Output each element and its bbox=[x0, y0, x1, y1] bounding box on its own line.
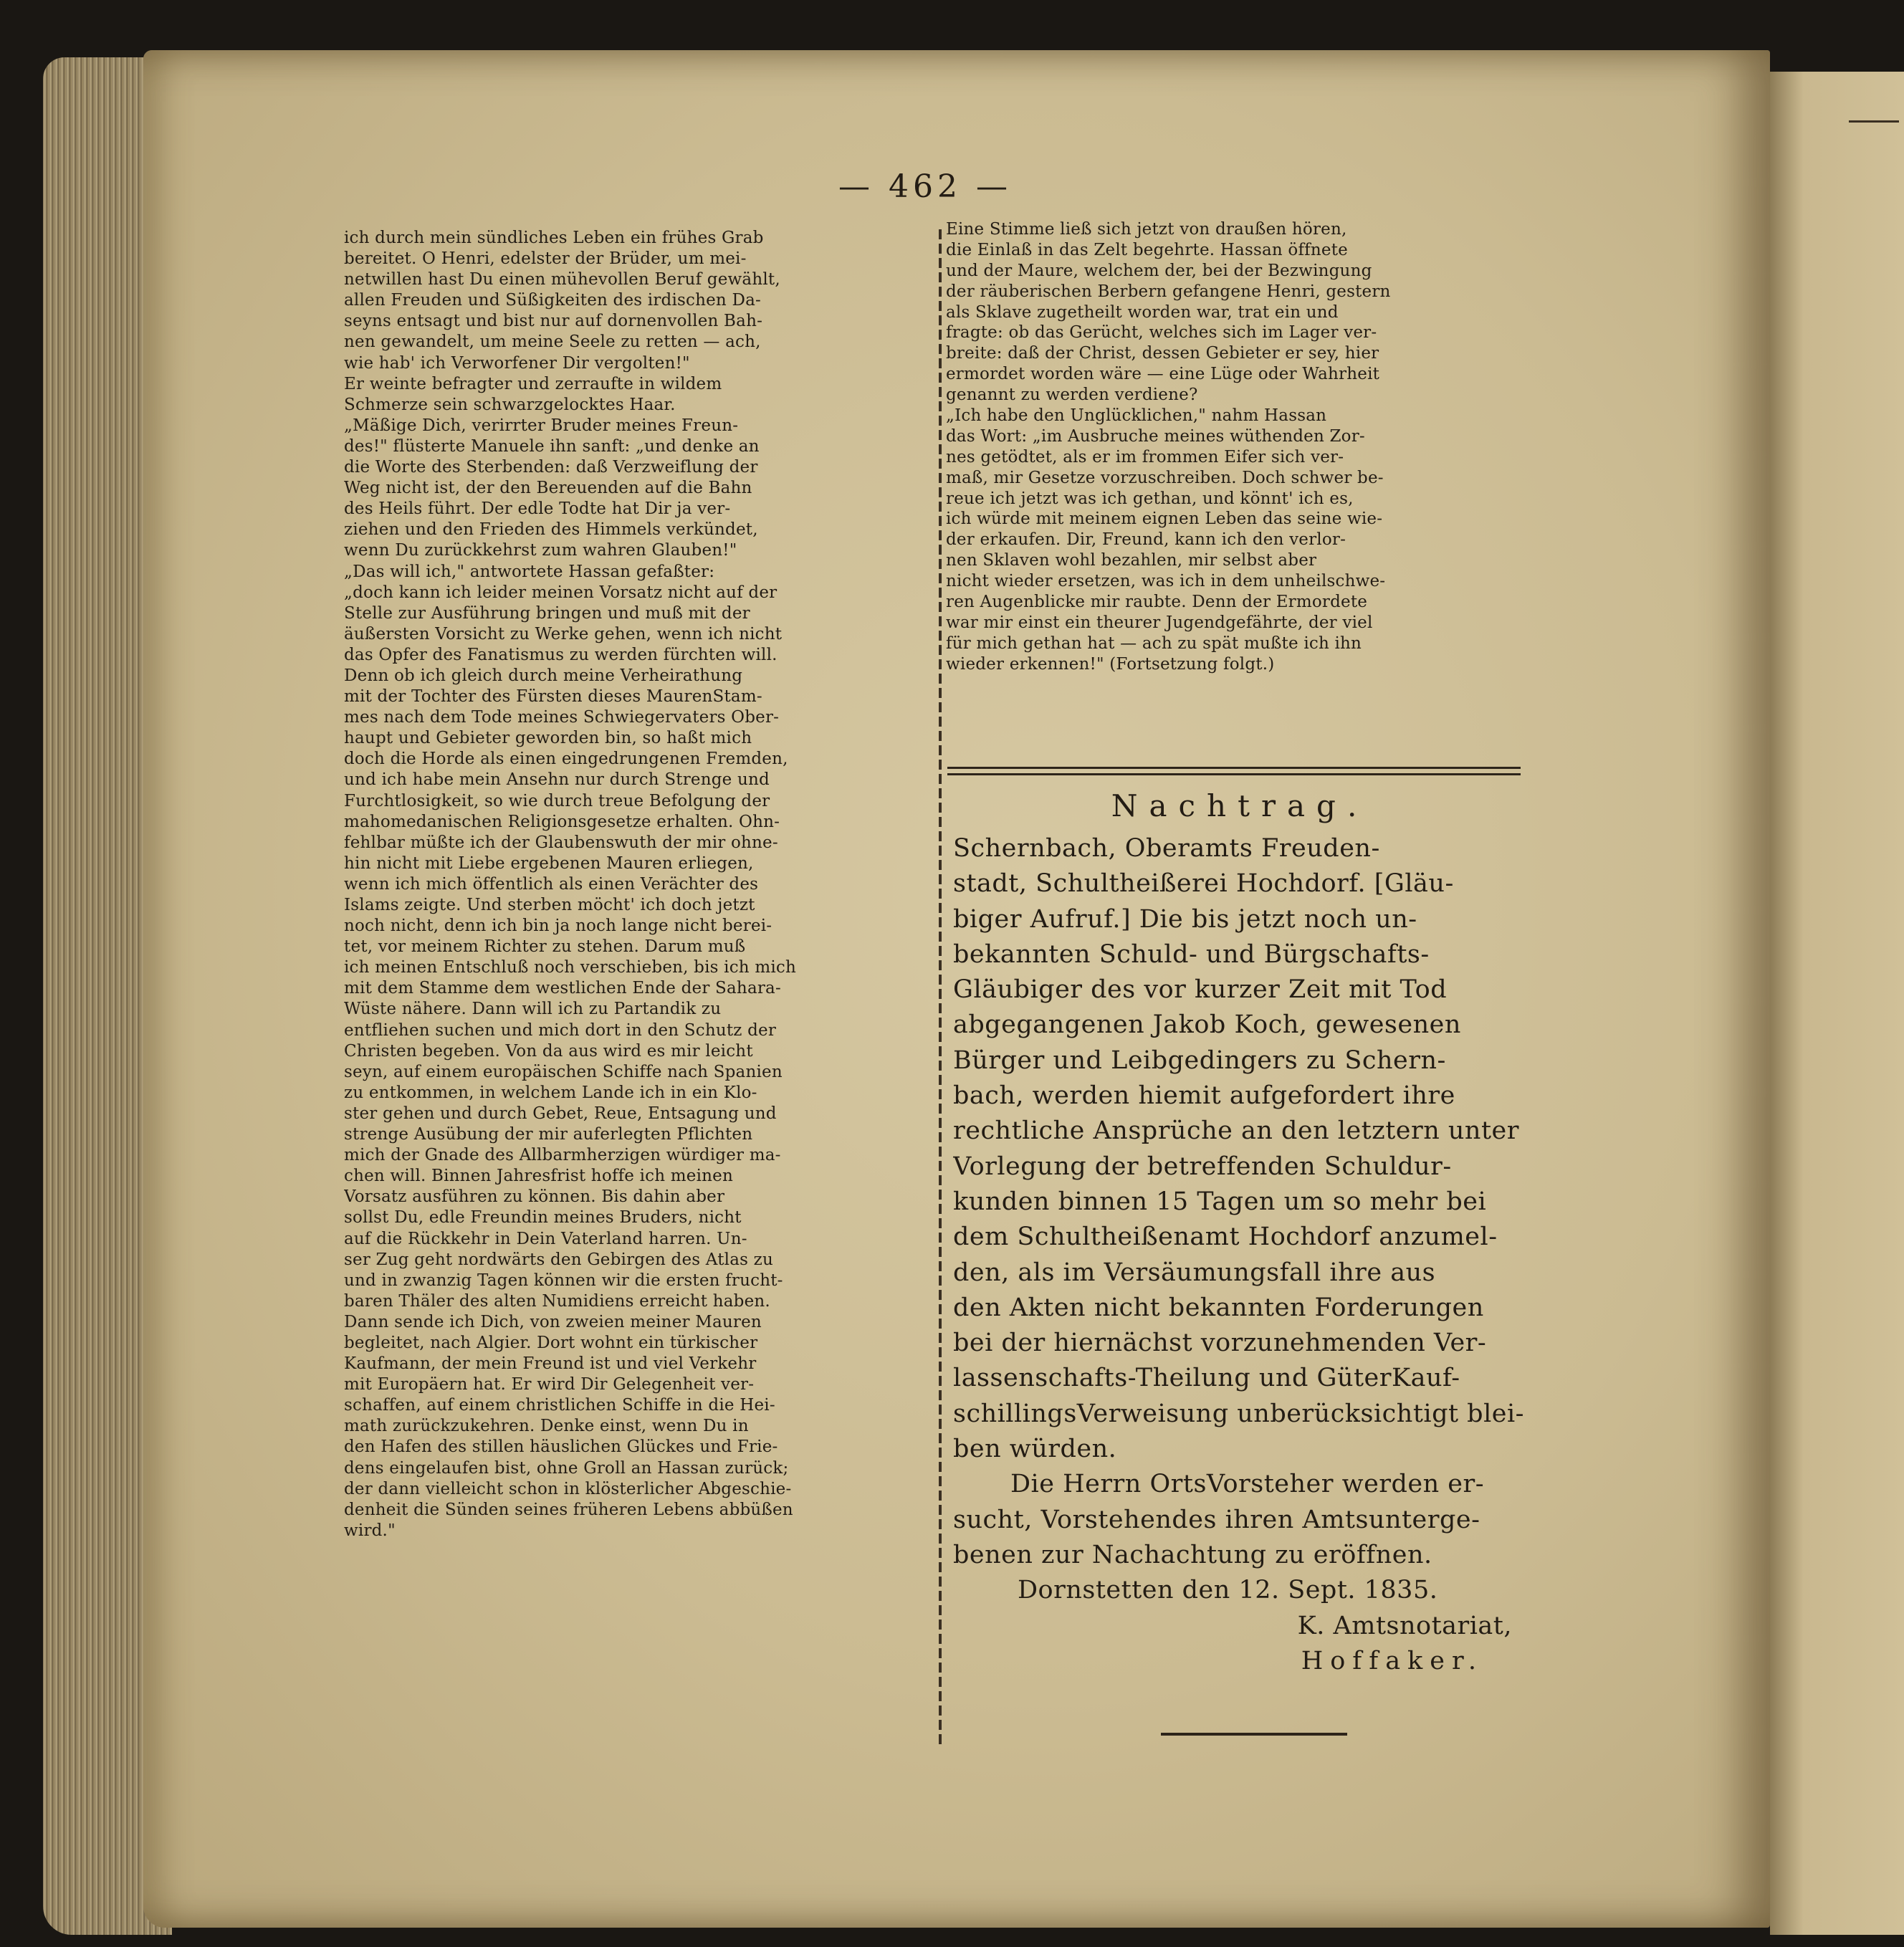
end-rule bbox=[1161, 1733, 1347, 1736]
text-line: wenn Du zurückkehrst zum wahren Glauben!" bbox=[344, 541, 737, 560]
text-line: baren Thäler des alten Numidiens erreicht haben. bbox=[344, 1291, 770, 1311]
text-line: lassenschafts-Theilung und GüterKauf- bbox=[953, 1364, 1460, 1393]
text-line: bereitet. O Henri, edelster der Brüder, um mei- bbox=[344, 249, 747, 269]
text-line: doch die Horde als einen eingedrungenen Fremden, bbox=[344, 750, 788, 769]
text-line: Kaufmann, der mein Freund ist und viel Verkehr bbox=[344, 1354, 757, 1374]
text-line: fehlbar müßte ich der Glaubenswuth der mir ohne- bbox=[344, 833, 778, 852]
text-line: rechtliche Ansprüche an den letztern unter bbox=[953, 1116, 1519, 1146]
text-line: den, als im Versäumungsfall ihre aus bbox=[953, 1258, 1436, 1287]
text-line: zu entkommen, in welchem Lande ich in ein Klo- bbox=[344, 1083, 757, 1102]
text-line: bach, werden hiemit aufgefordert ihre bbox=[953, 1081, 1455, 1111]
text-line: Er weinte befragter und zerraufte in wildem bbox=[344, 374, 722, 393]
text-line: kunden binnen 15 Tagen um so mehr bei bbox=[953, 1187, 1487, 1216]
text-line: biger Aufruf.] Die bis jetzt noch un- bbox=[953, 904, 1417, 934]
text-line: fragte: ob das Gerücht, welches sich im Lager ver- bbox=[946, 323, 1377, 343]
text-line: der dann vielleicht schon in klösterlicher Abgeschie- bbox=[344, 1479, 792, 1498]
text-line: war mir einst ein theurer Jugendgefährte, der viel bbox=[946, 613, 1373, 632]
text-line: Vorlegung der betreffenden Schuldur- bbox=[953, 1152, 1452, 1181]
text-line: Vorsatz ausführen zu können. Bis dahin aber bbox=[344, 1187, 725, 1207]
text-line: für mich gethan hat — ach zu spät mußte ich ihn bbox=[946, 633, 1362, 653]
text-line: math zurückzukehren. Denke einst, wenn Du in bbox=[344, 1417, 749, 1436]
text-line: genannt zu werden verdiene? bbox=[946, 386, 1198, 405]
text-line: bei der hiernächst vorzunehmenden Ver- bbox=[953, 1329, 1487, 1358]
text-line: dem Schultheißenamt Hochdorf anzumel- bbox=[953, 1223, 1498, 1252]
text-line: Bürger und Leibgedingers zu Schern- bbox=[953, 1046, 1446, 1075]
text-line: und in zwanzig Tagen können wir die ersten frucht- bbox=[344, 1271, 783, 1290]
text-line: Die Herrn OrtsVorsteher werden er- bbox=[1010, 1470, 1485, 1499]
text-line: auf die Rückkehr in Dein Vaterland harren. Un- bbox=[344, 1229, 747, 1248]
text-line: Christen begeben. Von da aus wird es mir leicht bbox=[344, 1041, 753, 1061]
text-line: als Sklave zugetheilt worden war, trat ein und bbox=[946, 302, 1339, 322]
right-column bbox=[946, 219, 1516, 675]
text-line: der räuberischen Berbern gefangene Henri, gestern bbox=[946, 282, 1391, 301]
text-line: nen Sklaven wohl bezahlen, mir selbst aber bbox=[946, 551, 1317, 570]
text-line: entfliehen suchen und mich dort in den Schutz der bbox=[344, 1020, 777, 1040]
text-line: Weg nicht ist, der den Bereuenden auf die Bahn bbox=[344, 479, 752, 498]
text-line: schaffen, auf einem christlichen Schiffe in die Hei- bbox=[344, 1396, 775, 1415]
text-line: des Heils führt. Der edle Todte hat Dir ja ver- bbox=[344, 499, 731, 519]
text-line: wenn ich mich öffentlich als einen Verächter des bbox=[344, 874, 759, 894]
text-line: seyn, auf einem europäischen Schiffe nach Spanien bbox=[344, 1062, 783, 1081]
text-line: ich meinen Entschluß noch verschieben, bis ich mich bbox=[344, 958, 796, 977]
text-line: Schmerze sein schwarzgelocktes Haar. bbox=[344, 395, 676, 414]
text-line: Wüste nähere. Dann will ich zu Partandik zu bbox=[344, 1000, 722, 1019]
text-line: des!" flüsterte Manuele ihn sanft: „und denke an bbox=[344, 436, 760, 456]
text-line: ermordet worden wäre — eine Lüge oder Wahrheit bbox=[946, 365, 1380, 384]
text-line: bekannten Schuld- und Bürgschafts- bbox=[953, 939, 1430, 969]
text-line: begleitet, nach Algier. Dort wohnt ein türkischer bbox=[344, 1333, 758, 1352]
text-line: die Worte des Sterbenden: daß Verzweiflung der bbox=[344, 458, 758, 477]
facing-page bbox=[1770, 72, 1904, 1935]
text-line: Eine Stimme ließ sich jetzt von draußen hören, bbox=[946, 220, 1347, 239]
text-line: maß, mir Gesetze vorzuschreiben. Doch schwer be- bbox=[946, 468, 1384, 487]
text-line: äußersten Vorsicht zu Werke gehen, wenn ich nicht bbox=[344, 624, 783, 644]
text-line: chen will. Binnen Jahresfrist hoffe ich meinen bbox=[344, 1167, 733, 1186]
text-line: und ich habe mein Ansehn nur durch Strenge und bbox=[344, 770, 770, 790]
text-line: sollst Du, edle Freundin meines Bruders, nicht bbox=[344, 1208, 742, 1228]
text-line: mahomedanischen Religionsgesetze erhalten. Ohn- bbox=[344, 812, 780, 831]
text-line: der erkaufen. Dir, Freund, kann ich den verlor- bbox=[946, 530, 1346, 550]
text-line: mich der Gnade des Allbarmherzigen würdiger ma- bbox=[344, 1146, 781, 1165]
text-line: Denn ob ich gleich durch meine Verheirathung bbox=[344, 666, 743, 685]
text-line: strenge Ausübung der mir auferlegten Pflichten bbox=[344, 1125, 753, 1144]
text-line: „Das will ich," antwortete Hassan gefaßter: bbox=[344, 562, 715, 581]
appendix-date: Dornstetten den 12. Sept. 1835. bbox=[1018, 1576, 1438, 1605]
text-line: mit der Tochter des Fürsten dieses MaurenStam- bbox=[344, 687, 762, 707]
text-line: tet, vor meinem Richter zu stehen. Darum muß bbox=[344, 937, 746, 957]
text-line: „doch kann ich leider meinen Vorsatz nicht auf der bbox=[344, 583, 778, 602]
text-line: das Opfer des Fanatismus zu werden fürchten will. bbox=[344, 645, 778, 664]
text-line: hin nicht mit Liebe ergebenen Mauren erliegen, bbox=[344, 853, 754, 873]
text-line: ben würden. bbox=[953, 1435, 1117, 1464]
text-line: wird." bbox=[344, 1521, 396, 1540]
text-line: abgegangenen Jakob Koch, gewesenen bbox=[953, 1010, 1461, 1040]
text-line: ich durch mein sündliches Leben ein frühes Grab bbox=[344, 229, 764, 247]
text-line: sucht, Vorstehendes ihren Amtsunterge- bbox=[953, 1505, 1480, 1534]
appendix-section bbox=[953, 781, 1526, 1679]
text-line: „Mäßige Dich, verirrter Bruder meines Freun- bbox=[344, 416, 739, 435]
text-line: ser Zug geht nordwärts den Gebirgen des Atlas zu bbox=[344, 1250, 773, 1269]
text-line: mit Europäern hat. Er wird Dir Gelegenheit ver- bbox=[344, 1375, 755, 1395]
text-line: allen Freuden und Süßigkeiten des irdischen Da- bbox=[344, 291, 761, 310]
text-line: haupt und Gebieter geworden bin, so haßt mich bbox=[344, 729, 752, 748]
page-number: — 462 — bbox=[838, 168, 1012, 205]
appendix-heading: Nachtrag. bbox=[1111, 788, 1369, 823]
text-line: nen gewandelt, um meine Seele zu retten — ach, bbox=[344, 333, 761, 352]
text-line: und der Maure, welchem der, bei der Bezwingung bbox=[946, 261, 1372, 280]
appendix-signature: Hoffaker. bbox=[1301, 1646, 1483, 1675]
text-line: netwillen hast Du einen mühevollen Beruf gewählt, bbox=[344, 270, 780, 290]
left-column bbox=[344, 228, 921, 1541]
text-line: ren Augenblicke mir raubte. Denn der Ermordete bbox=[946, 593, 1368, 612]
appendix-body bbox=[953, 831, 1526, 1467]
appendix-office: K. Amtsnotariat, bbox=[1297, 1611, 1512, 1640]
text-line: noch nicht, denn ich bin ja noch lange nicht berei- bbox=[344, 917, 772, 936]
text-line: denheit die Sünden seines früheren Lebens abbüßen bbox=[344, 1500, 793, 1519]
text-line: wie hab' ich Verworfener Dir vergolten!" bbox=[344, 353, 690, 373]
text-line: mit dem Stamme dem westlichen Ende der Sahara- bbox=[344, 979, 781, 998]
text-line: Stelle zur Ausführung bringen und muß mit der bbox=[344, 603, 750, 623]
text-line: das Wort: „im Ausbruche meines wüthenden Zor- bbox=[946, 426, 1365, 446]
text-line: nicht wieder ersetzen, was ich in dem unheilschwe- bbox=[946, 572, 1386, 591]
text-line: stadt, Schultheißerei Hochdorf. [Gläu- bbox=[953, 869, 1454, 899]
facing-page-mark bbox=[1849, 120, 1899, 123]
text-line: ziehen und den Frieden des Himmels verkündet, bbox=[344, 520, 758, 540]
text-line: nes getödtet, als er im frommen Eifer sich ver- bbox=[946, 447, 1344, 467]
text-line: dens eingelaufen bist, ohne Groll an Hassan zurück; bbox=[344, 1458, 789, 1478]
text-line: Gläubiger des vor kurzer Zeit mit Tod bbox=[953, 975, 1448, 1005]
text-line: breite: daß der Christ, dessen Gebieter er sey, hier bbox=[946, 344, 1379, 363]
column-divider bbox=[939, 229, 942, 1749]
text-line: Dann sende ich Dich, von zweien meiner Mauren bbox=[344, 1312, 762, 1331]
text-line: ster gehen und durch Gebet, Reue, Entsagung und bbox=[344, 1104, 777, 1123]
text-line: den Hafen des stillen häuslichen Glückes und Frie- bbox=[344, 1437, 778, 1457]
text-line: „Ich habe den Unglücklichen," nahm Hassan bbox=[946, 406, 1327, 426]
text-line: schillingsVerweisung unberücksichtigt blei- bbox=[953, 1399, 1525, 1428]
text-line: mes nach dem Tode meines Schwiegervaters Ober- bbox=[344, 708, 780, 727]
text-line: Furchtlosigkeit, so wie durch treue Befolgung der bbox=[344, 791, 770, 810]
text-line: benen zur Nachachtung zu eröffnen. bbox=[953, 1540, 1432, 1569]
text-line: den Akten nicht bekannten Forderungen bbox=[953, 1293, 1484, 1322]
text-line: wieder erkennen!" (Fortsetzung folgt.) bbox=[946, 654, 1275, 674]
text-line: seyns entsagt und bist nur auf dornenvollen Bah- bbox=[344, 312, 763, 331]
section-double-rule bbox=[947, 767, 1521, 775]
text-line: Schernbach, Oberamts Freuden- bbox=[953, 834, 1380, 863]
text-line: ich würde mit meinem eignen Leben das seine wie- bbox=[946, 510, 1383, 529]
text-line: die Einlaß in das Zelt begehrte. Hassan öffnete bbox=[946, 240, 1348, 259]
text-line: Islams zeigte. Und sterben möcht' ich doch jetzt bbox=[344, 896, 755, 914]
appendix-notice bbox=[953, 1467, 1526, 1573]
text-line: reue ich jetzt was ich gethan, und könnt' ich es, bbox=[946, 489, 1354, 508]
